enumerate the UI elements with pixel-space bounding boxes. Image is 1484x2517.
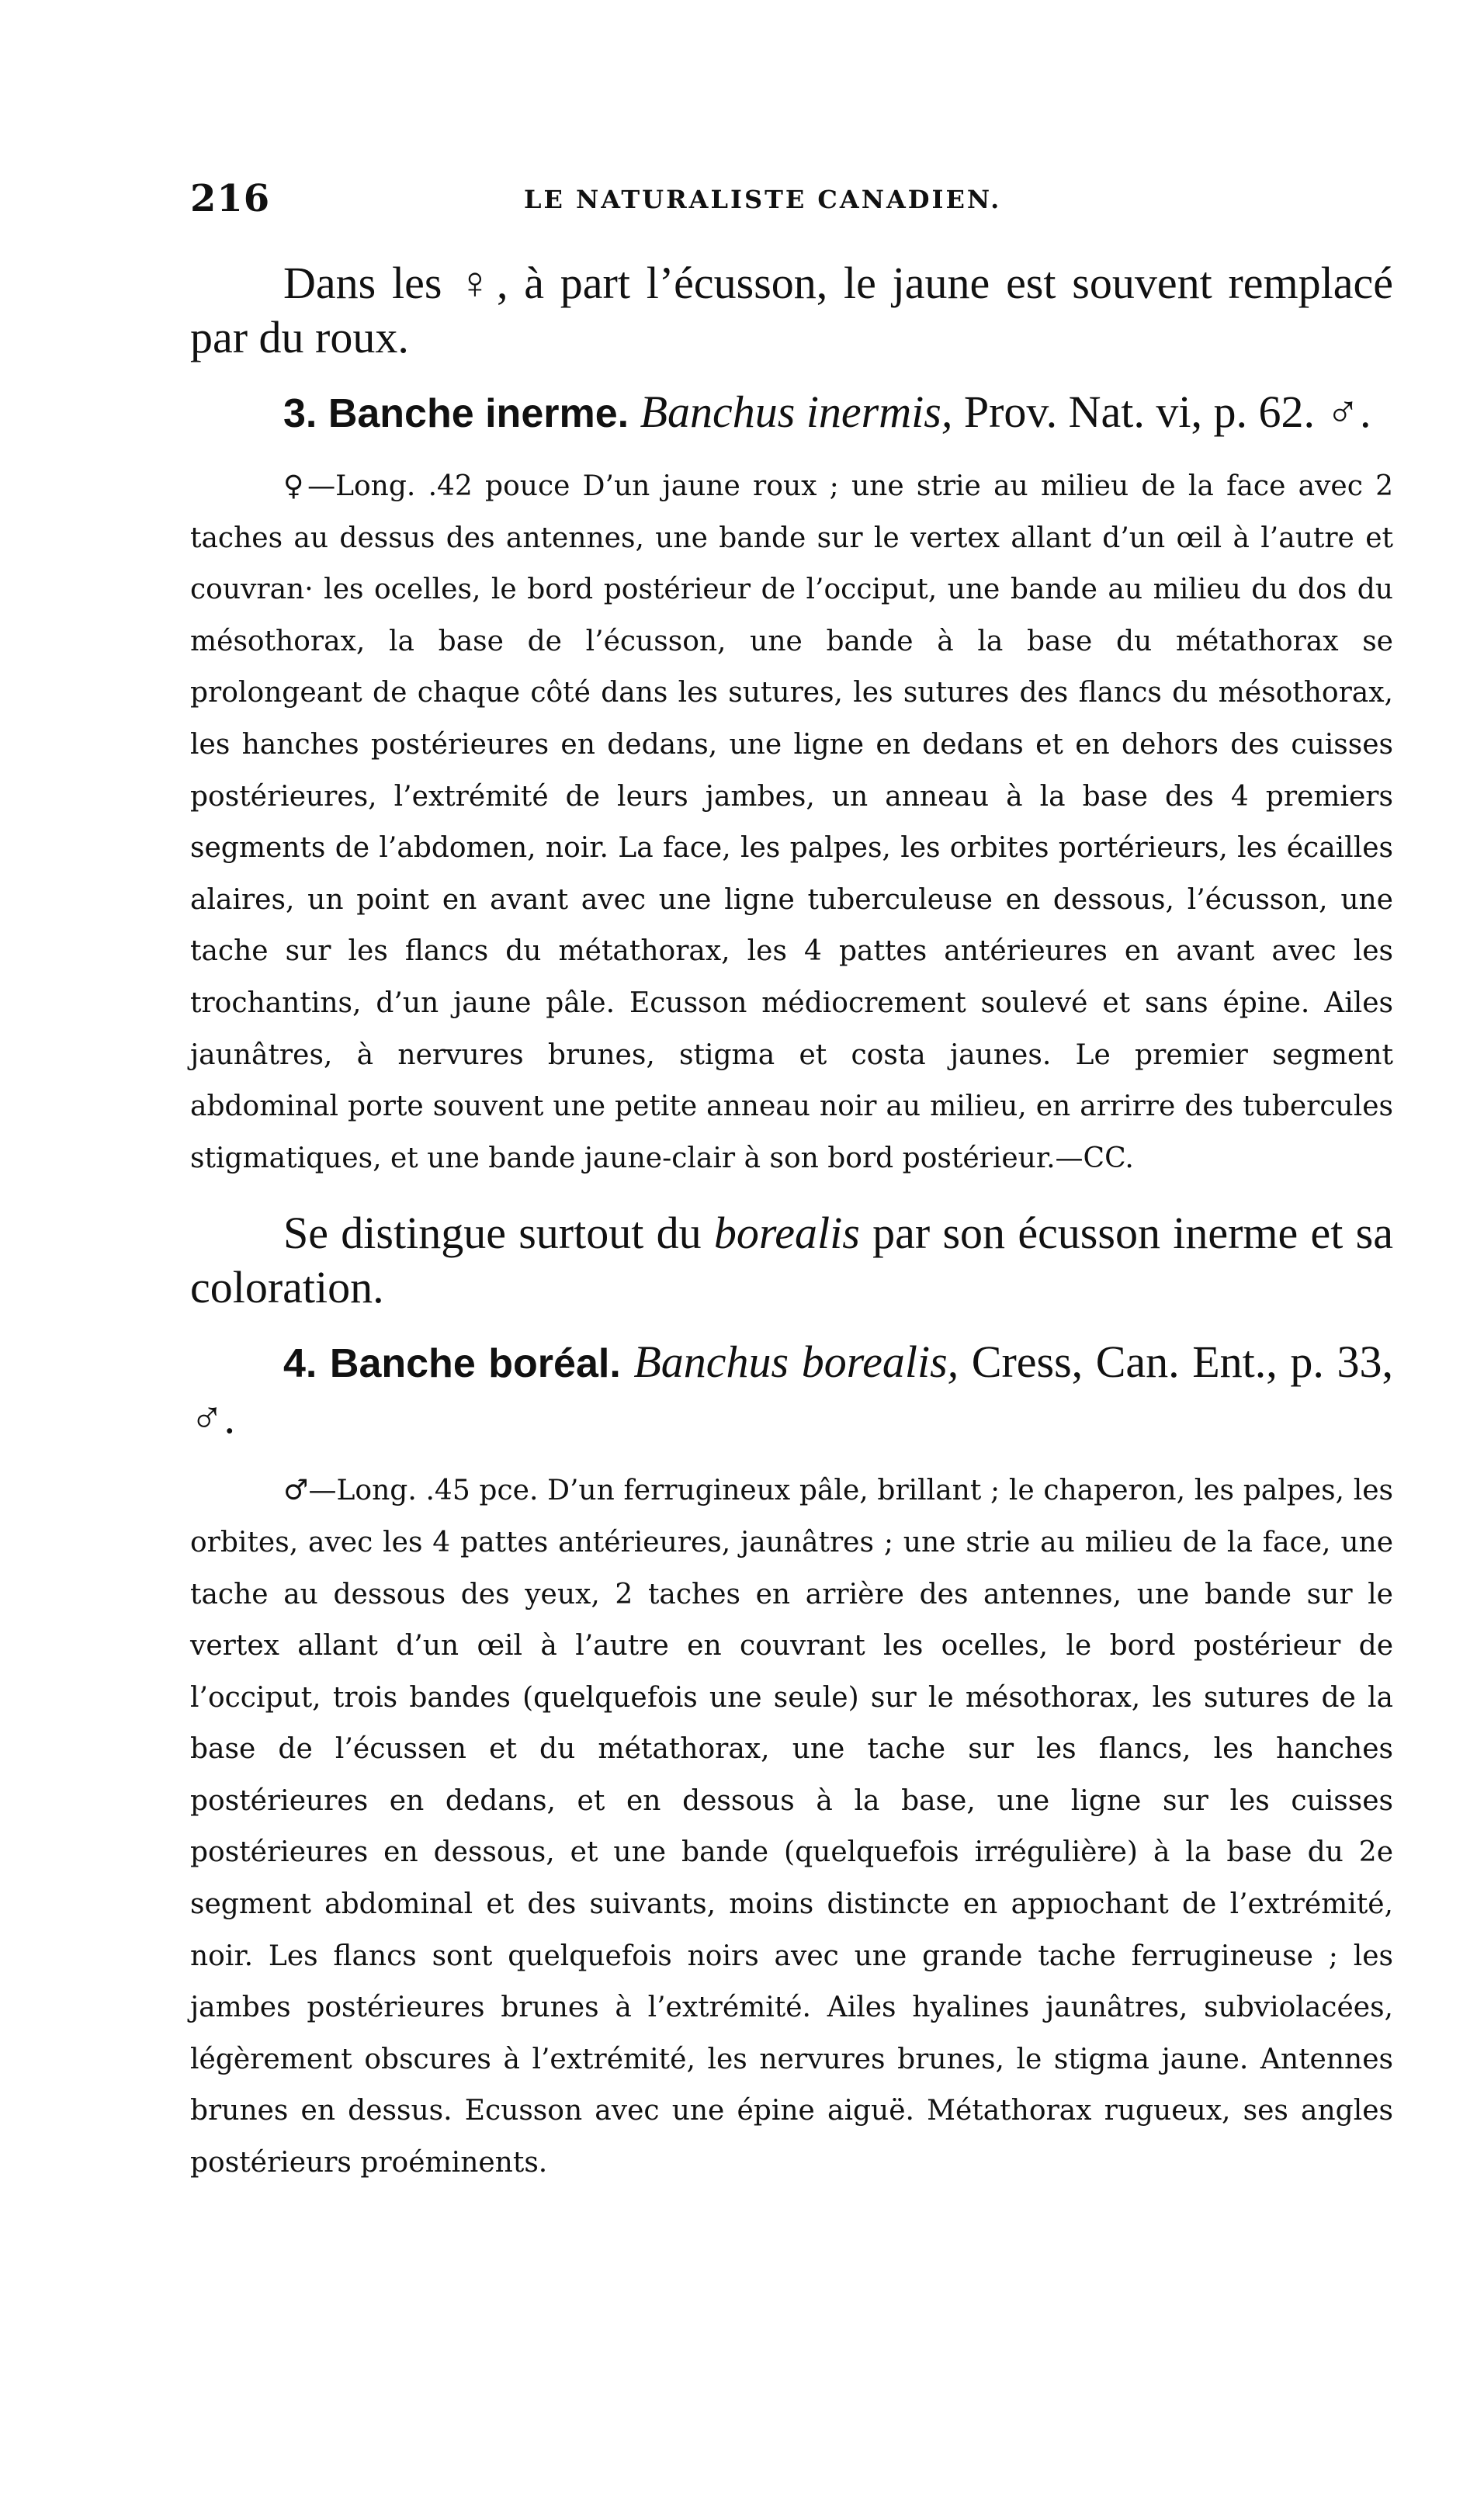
species-title-3: 3. Banche inerme. (283, 391, 629, 436)
running-title: LE NATURALISTE CANADIEN. (524, 185, 1002, 214)
paragraph-intro: Dans les ♀, à part l’écusson, le jaune est souvent remplacé par du roux. (190, 258, 1393, 362)
species-entry-3 (190, 385, 1393, 441)
page-header (190, 177, 1393, 231)
page-body (190, 256, 1393, 2189)
species-reference-3: Prov. Nat. vi, p. 62. ♂. (952, 387, 1371, 437)
species-latin-4: Banchus borealis, (633, 1337, 959, 1388)
comparison-text-end: par son écusson inerme et sa coloration. (190, 1208, 1393, 1313)
comparison-text-start: Se distingue surtout du (283, 1208, 714, 1259)
comparison-latin: borealis (713, 1208, 860, 1259)
species-description-3: ♀—Long. .42 pouce D’un jaune roux ; une strie au milieu de la face avec 2 taches au dessus des antennes, une bande sur le vertex allant d’un œil à l’autre et couvran· les ocelles, le bord postérieur de l’occiput, une bande au milieu du dos du mésothorax, la base de l’écusson, une bande à la base du métathorax se prolongeant de chaque côté dans les sutures, les sutures des flancs du mésothorax, les hanches postérieures en dedans, une ligne en dedans et en dehors des cuisses postérieures, l’extrémité de leurs jambes, un anneau à la base des 4 premiers segments de l’abdomen, noir. La face, les palpes, les orbites portérieurs, les écailles alaires, un point en avant avec une ligne tuberculeuse en dessous, l’écusson, une tache sur les flancs du métathorax, les 4 pattes antérieures en avant avec les trochantins, d’un jaune pâle. Ecusson médiocrement soulevé et sans épine. Ailes jaunâtres, à nervures brunes, stigma et costa jaunes. Le premier segment abdominal porte souvent une petite anneau noir au milieu, en arrirre des tubercules stigmatiques, et une bande jaune-clair à son bord postérieur.—CC. (190, 470, 1393, 1174)
species-reference-4: Cress, Can. Ent., p. 33, ♂. (190, 1337, 1393, 1444)
species-title-4: 4. Banche boréal. (283, 1341, 621, 1387)
species-latin-3: Banchus inermis, (640, 387, 953, 437)
paragraph-comparison (190, 1206, 1393, 1315)
page-number: 216 (190, 177, 271, 220)
species-entry-4 (190, 1335, 1393, 1445)
species-description-4: ♂—Long. .45 pce. D’un ferrugineux pâle, brillant ; le chaperon, les palpes, les orbites, avec les 4 pattes antérieures, jaunâtres ; une strie au milieu de la face, une tache au dessous des yeux, 2 taches en arrière des antennes, une bande sur le vertex allant d’un œil à l’autre en couvrant les ocelles, le bord postérieur de l’occiput, trois bandes (quelquefois une seule) sur le mésothorax, les sutures de la base de l’écussen et du métathorax, une tache sur les flancs, les hanches postérieures en dedans, et en dessous à la base, une ligne sur les cuisses postérieures en dessous, et une bande (quelquefois irrégulière) à la base du 2e segment abdominal et des suivants, moins distincte en appıochant de l’extrémité, noir. Les flancs sont quelquefois noirs avec une grande tache ferrugineuse ; les jambes postérieures brunes à l’extrémité. Ailes hyalines jaunâtres, subviolacées, légèrement obscures à l’extrémité, les nervures brunes, le stigma jaune. Antennes brunes en dessus. Ecusson avec une épine aiguë. Métathorax rugueux, ses angles postérieurs proéminents. (190, 1475, 1393, 2179)
